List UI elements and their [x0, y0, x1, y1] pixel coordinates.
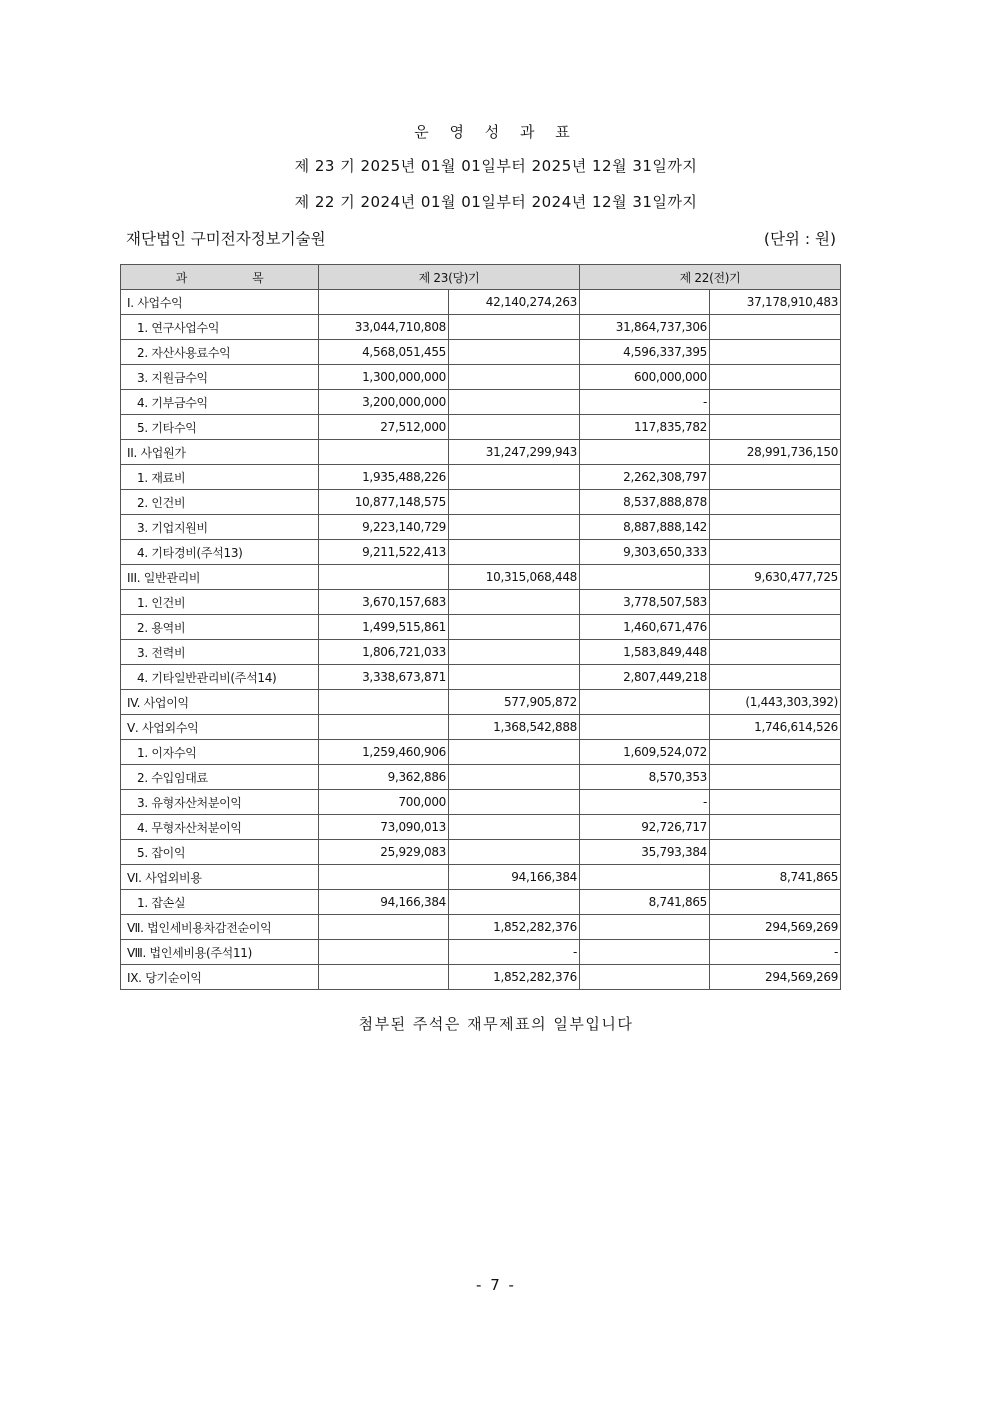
previous-total-amount: [710, 840, 841, 865]
statement-title: 운 영 성 과 표: [414, 123, 578, 141]
previous-total-amount: [710, 740, 841, 765]
current-total-amount: [449, 415, 580, 440]
previous-detail-amount: 2,262,308,797: [580, 465, 710, 490]
table-row: [121, 590, 841, 615]
current-total-amount: [449, 815, 580, 840]
current-total-amount: 94,166,384: [449, 865, 580, 890]
row-label: II. 사업원가: [121, 440, 319, 465]
current-detail-amount: 73,090,013: [319, 815, 449, 840]
header-item-left: 과: [175, 270, 187, 285]
table-row: [121, 965, 841, 990]
current-total-amount: 10,315,068,448: [449, 565, 580, 590]
previous-total-amount: 8,741,865: [710, 865, 841, 890]
current-detail-amount: 27,512,000: [319, 415, 449, 440]
current-detail-amount: 700,000: [319, 790, 449, 815]
current-total-amount: [449, 840, 580, 865]
previous-total-amount: (1,443,303,392): [710, 690, 841, 715]
current-total-amount: [449, 590, 580, 615]
current-total-amount: [449, 490, 580, 515]
current-total-amount: [449, 390, 580, 415]
current-detail-amount: 9,362,886: [319, 765, 449, 790]
previous-total-amount: [710, 765, 841, 790]
row-label: 3. 지원금수익: [121, 365, 319, 390]
table-row: [121, 665, 841, 690]
table-row: [121, 690, 841, 715]
previous-total-amount: [710, 640, 841, 665]
current-detail-amount: 9,211,522,413: [319, 540, 449, 565]
current-detail-amount: 1,259,460,906: [319, 740, 449, 765]
current-detail-amount: 1,499,515,861: [319, 615, 449, 640]
previous-total-amount: 9,630,477,725: [710, 565, 841, 590]
previous-detail-amount: [580, 690, 710, 715]
row-label: 2. 용역비: [121, 615, 319, 640]
previous-total-amount: 294,569,269: [710, 965, 841, 990]
previous-detail-amount: 35,793,384: [580, 840, 710, 865]
table-row: [121, 565, 841, 590]
table-row: [121, 765, 841, 790]
previous-total-amount: -: [710, 940, 841, 965]
current-detail-amount: 1,300,000,000: [319, 365, 449, 390]
current-detail-amount: [319, 690, 449, 715]
header-previous-period: 제 22(전)기: [580, 265, 841, 290]
current-total-amount: [449, 890, 580, 915]
previous-detail-amount: 8,537,888,878: [580, 490, 710, 515]
previous-total-amount: [710, 615, 841, 640]
current-detail-amount: 33,044,710,808: [319, 315, 449, 340]
previous-detail-amount: 117,835,782: [580, 415, 710, 440]
current-total-amount: [449, 515, 580, 540]
row-label: Ⅶ. 법인세비용차감전순이익: [121, 915, 319, 940]
current-detail-amount: 25,929,083: [319, 840, 449, 865]
header-item: [121, 265, 319, 290]
previous-total-amount: [710, 490, 841, 515]
previous-detail-amount: 3,778,507,583: [580, 590, 710, 615]
row-label: 4. 기타일반관리비(주석14): [121, 665, 319, 690]
previous-total-amount: [710, 540, 841, 565]
previous-detail-amount: [580, 440, 710, 465]
previous-total-amount: [710, 340, 841, 365]
table-row: [121, 440, 841, 465]
income-statement-table: [120, 264, 841, 990]
current-detail-amount: 10,877,148,575: [319, 490, 449, 515]
previous-total-amount: 37,178,910,483: [710, 290, 841, 315]
current-total-amount: -: [449, 940, 580, 965]
previous-detail-amount: [580, 715, 710, 740]
row-label: 5. 잡이익: [121, 840, 319, 865]
previous-total-amount: [710, 390, 841, 415]
current-detail-amount: 3,338,673,871: [319, 665, 449, 690]
currency-unit: (단위 : 원): [763, 230, 836, 248]
table-row: [121, 465, 841, 490]
row-label: 3. 유형자산처분이익: [121, 790, 319, 815]
current-detail-amount: 94,166,384: [319, 890, 449, 915]
current-detail-amount: 9,223,140,729: [319, 515, 449, 540]
row-label: 1. 재료비: [121, 465, 319, 490]
table-row: [121, 490, 841, 515]
row-label: Ⅴ. 사업외수익: [121, 715, 319, 740]
table-row: [121, 615, 841, 640]
previous-detail-amount: [580, 865, 710, 890]
previous-detail-amount: 1,460,671,476: [580, 615, 710, 640]
table-row: [121, 640, 841, 665]
previous-total-amount: [710, 515, 841, 540]
current-total-amount: [449, 340, 580, 365]
row-label: IX. 당기순이익: [121, 965, 319, 990]
row-label: 2. 자산사용료수익: [121, 340, 319, 365]
table-row: [121, 390, 841, 415]
current-total-amount: [449, 665, 580, 690]
table-row: [121, 515, 841, 540]
current-total-amount: [449, 365, 580, 390]
previous-total-amount: 294,569,269: [710, 915, 841, 940]
previous-detail-amount: 92,726,717: [580, 815, 710, 840]
previous-total-amount: [710, 815, 841, 840]
current-detail-amount: [319, 965, 449, 990]
row-label: IV. 사업이익: [121, 690, 319, 715]
row-label: VI. 사업외비용: [121, 865, 319, 890]
row-label: 1. 잡손실: [121, 890, 319, 915]
previous-total-amount: [710, 590, 841, 615]
current-detail-amount: 3,200,000,000: [319, 390, 449, 415]
current-total-amount: 31,247,299,943: [449, 440, 580, 465]
previous-total-amount: 1,746,614,526: [710, 715, 841, 740]
previous-detail-amount: -: [580, 790, 710, 815]
previous-total-amount: [710, 415, 841, 440]
current-total-amount: [449, 540, 580, 565]
previous-total-amount: [710, 365, 841, 390]
previous-detail-amount: 9,303,650,333: [580, 540, 710, 565]
previous-detail-amount: 4,596,337,395: [580, 340, 710, 365]
row-label: 2. 수입임대료: [121, 765, 319, 790]
row-label: 1. 연구사업수익: [121, 315, 319, 340]
table-row: [121, 415, 841, 440]
row-label: 1. 인건비: [121, 590, 319, 615]
current-total-amount: [449, 465, 580, 490]
table-row: [121, 540, 841, 565]
previous-detail-amount: 1,609,524,072: [580, 740, 710, 765]
previous-detail-amount: -: [580, 390, 710, 415]
current-total-amount: [449, 790, 580, 815]
current-detail-amount: [319, 440, 449, 465]
current-total-amount: [449, 315, 580, 340]
current-total-amount: 1,852,282,376: [449, 965, 580, 990]
row-label: 2. 인건비: [121, 490, 319, 515]
row-label: 3. 전력비: [121, 640, 319, 665]
table-row: [121, 865, 841, 890]
previous-total-amount: 28,991,736,150: [710, 440, 841, 465]
page-number: - 7 -: [476, 1276, 516, 1294]
previous-detail-amount: 8,887,888,142: [580, 515, 710, 540]
table-body: [121, 290, 841, 990]
current-detail-amount: [319, 715, 449, 740]
previous-total-amount: [710, 890, 841, 915]
row-label: 4. 무형자산처분이익: [121, 815, 319, 840]
table-header-row: [121, 265, 841, 290]
period-current: 제 23 기 2025년 01월 01일부터 2025년 12월 31일까지: [294, 157, 698, 175]
previous-total-amount: [710, 665, 841, 690]
current-total-amount: 1,368,542,888: [449, 715, 580, 740]
row-label: 4. 기부금수익: [121, 390, 319, 415]
row-label: Ⅷ. 법인세비용(주석11): [121, 940, 319, 965]
previous-total-amount: [710, 465, 841, 490]
current-total-amount: 577,905,872: [449, 690, 580, 715]
table-row: [121, 840, 841, 865]
current-detail-amount: [319, 940, 449, 965]
table-row: [121, 365, 841, 390]
row-label: 5. 기타수익: [121, 415, 319, 440]
current-detail-amount: [319, 290, 449, 315]
table-row: [121, 915, 841, 940]
table-row: [121, 315, 841, 340]
current-total-amount: 42,140,274,263: [449, 290, 580, 315]
previous-detail-amount: 8,570,353: [580, 765, 710, 790]
footnote: 첨부된 주석은 재무제표의 일부입니다: [358, 1015, 634, 1033]
table-row: [121, 340, 841, 365]
row-label: 4. 기타경비(주석13): [121, 540, 319, 565]
previous-detail-amount: [580, 915, 710, 940]
table-row: [121, 715, 841, 740]
table-row: [121, 815, 841, 840]
previous-detail-amount: 8,741,865: [580, 890, 710, 915]
row-label: III. 일반관리비: [121, 565, 319, 590]
previous-detail-amount: [580, 940, 710, 965]
current-total-amount: 1,852,282,376: [449, 915, 580, 940]
previous-detail-amount: [580, 565, 710, 590]
previous-total-amount: [710, 315, 841, 340]
previous-detail-amount: [580, 290, 710, 315]
current-total-amount: [449, 640, 580, 665]
previous-detail-amount: 600,000,000: [580, 365, 710, 390]
header-item-right: 목: [252, 270, 264, 285]
current-detail-amount: 1,935,488,226: [319, 465, 449, 490]
table-row: [121, 790, 841, 815]
period-previous: 제 22 기 2024년 01월 01일부터 2024년 12월 31일까지: [294, 193, 698, 211]
current-total-amount: [449, 740, 580, 765]
current-detail-amount: [319, 865, 449, 890]
table-row: [121, 940, 841, 965]
current-total-amount: [449, 765, 580, 790]
current-detail-amount: [319, 915, 449, 940]
current-detail-amount: [319, 565, 449, 590]
row-label: 3. 기업지원비: [121, 515, 319, 540]
previous-total-amount: [710, 790, 841, 815]
previous-detail-amount: 31,864,737,306: [580, 315, 710, 340]
previous-detail-amount: 2,807,449,218: [580, 665, 710, 690]
current-detail-amount: 3,670,157,683: [319, 590, 449, 615]
current-detail-amount: 1,806,721,033: [319, 640, 449, 665]
table-row: [121, 890, 841, 915]
table-row: [121, 740, 841, 765]
current-detail-amount: 4,568,051,455: [319, 340, 449, 365]
header-current-period: 제 23(당)기: [319, 265, 580, 290]
previous-detail-amount: 1,583,849,448: [580, 640, 710, 665]
row-label: 1. 이자수익: [121, 740, 319, 765]
table-row: [121, 290, 841, 315]
row-label: Ⅰ. 사업수익: [121, 290, 319, 315]
organization-name: 재단법인 구미전자정보기술원: [126, 230, 326, 248]
previous-detail-amount: [580, 965, 710, 990]
current-total-amount: [449, 615, 580, 640]
